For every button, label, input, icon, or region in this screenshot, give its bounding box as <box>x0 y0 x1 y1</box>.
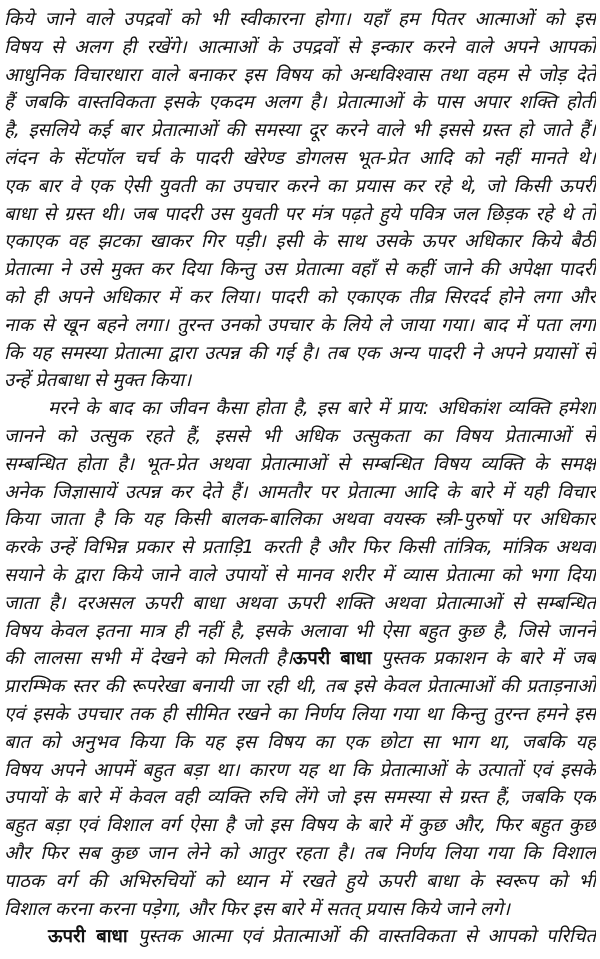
text-line <box>4 729 596 757</box>
text-segment: कि यह समस्या प्रेतात्मा द्वारा उत्पन्न की गई है। तब एक अन्य पादरी ने अपने प्रयासों से <box>4 342 596 364</box>
text-line <box>4 673 596 701</box>
text-segment: उपायों के बारे में केवल वही व्यक्ति रुचि लेंगे जो इस समस्या से ग्रस्त हैं, जबकि एक <box>4 787 596 809</box>
text-line <box>4 451 596 479</box>
text-line <box>4 701 596 729</box>
text-segment: अनेक जिज्ञासायें उत्पन्न कर देते हैं। आमतौर पर प्रेतात्मा आदि के बारे में यही विचार <box>4 481 596 503</box>
text-line <box>4 923 596 951</box>
text-line <box>4 367 596 395</box>
bold-book-title: ऊपरी बाधा <box>48 926 128 948</box>
text-segment: करके उन्हें विभिन्न प्रकार से प्रताड़ि1 करती है और फिर किसी तांत्रिक, मांत्रिक अथवा <box>4 537 596 559</box>
text-line <box>4 896 596 924</box>
text-segment: सयाने के द्वारा किये जाने वाले उपायों से मानव शरीर में व्यास प्रेतात्मा को भगा दिया <box>4 564 596 586</box>
text-line <box>4 117 596 145</box>
text-segment: आधुनिक विचारधारा वाले बनाकर इस विषय को अन्धविश्वास तथा वहम से जोड़ देते <box>4 64 596 86</box>
text-segment: किये जाने वाले उपद्रवों को भी स्वीकारना होगा। यहाँ हम पितर आत्माओं को इस <box>4 9 596 30</box>
text-line <box>4 506 596 534</box>
text-segment: विषय अपने आपमें बहुत बड़ा था। कारण यह था कि प्रेतात्माओं के उत्पातों एवं इसके <box>4 759 596 781</box>
text-line <box>4 590 596 618</box>
text-segment: एवं इसके उपचार तक ही सीमित रखने का निर्णय लिया गया था किन्तु तुरन्त हमने इस <box>4 703 596 725</box>
text-segment: उन्हें प्रेतबाधा से मुक्त किया। <box>4 370 192 392</box>
text-line <box>4 423 596 451</box>
text-line <box>4 228 596 256</box>
text-segment: विषय से अलग ही रखेंगे। आत्माओं के उपद्रवों से इन्कार करने वाले अपने आपको <box>4 36 596 58</box>
text-segment: एकाएक वह झटका खाकर गिर पड़ी। इसी के साथ उसके ऊपर अधिकार किये बैठी <box>4 231 596 253</box>
text-segment: बहुत बड़ा एवं विशाल वर्ग ऐसा है जो इस विषय के बारे में कुछ और, फिर बहुत कुछ <box>4 815 596 837</box>
text-line <box>4 284 596 312</box>
text-segment: मरने के बाद का जीवन कैसा होता है, इस बारे में प्राय: अधिकांश व्यक्ति हमेशा <box>48 398 596 420</box>
text-segment: जाता है। दरअसल ऊपरी बाधा अथवा ऊपरी शक्ति अथवा प्रेतात्माओं से सम्बन्धित <box>4 592 596 614</box>
text-line <box>4 173 596 201</box>
text-line <box>4 562 596 590</box>
text-line <box>4 840 596 868</box>
text-segment: पाठक वर्ग की अभिरुचियों को ध्यान में रखते हुये ऊपरी बाधा के स्वरूप को भी <box>4 870 596 892</box>
text-line <box>4 89 596 117</box>
text-line <box>4 757 596 785</box>
text-segment: लंदन के सेंटपॉल चर्च के पादरी खेरेण्ड डोगलस भूत-प्रेत आदि को नहीं मानते थे। <box>4 147 596 169</box>
text-segment: है, इसलिये कई बार प्रेतात्माओं की समस्या दूर करने वाले भी इससे ग्रस्त हो जाते हैं। <box>4 120 596 142</box>
text-line <box>4 312 596 340</box>
text-segment: की लालसा सभी में देखने को मिलती है। <box>4 648 293 670</box>
text-line <box>4 34 596 62</box>
text-segment: बाधा से ग्रस्त थी। जब पादरी उस युवती पर मंत्र पढ़ते हुये पवित्र जल छिड़क रहे थे तो <box>4 203 596 225</box>
text-line <box>4 62 596 90</box>
text-line <box>4 479 596 507</box>
text-segment: और फिर सब कुछ जान लेने को आतुर रहता है। तब निर्णय लिया गया कि विशाल <box>4 842 596 864</box>
text-segment: विषय केवल इतना मात्र ही नहीं है, इसके अलावा भी ऐसा बहुत कुछ है, जिसे जानने <box>4 620 596 642</box>
text-segment: बात को अनुभव किया कि यह इस विषय का एक छोटा सा भाग था, जबकि यह <box>4 731 596 753</box>
text-segment: को ही अपने अधिकार में कर लिया। पादरी को एकाएक तीव्र सिरदर्द होने लगा और <box>4 286 596 308</box>
text-segment: नाक से खून बहने लगा। तुरन्त उनको उपचार के लिये ले जाया गया। बाद में पता लगा <box>4 314 596 336</box>
text-line <box>4 645 596 673</box>
text-segment: पुस्तक आत्मा एवं प्रेतात्माओं की वास्तविकता से आपको परिचित <box>127 926 596 948</box>
text-line <box>4 145 596 173</box>
text-segment: जानने को उत्सुक रहते हैं, इससे भी अधिक उत्सुकता का विषय प्रेतात्माओं से <box>4 425 596 447</box>
text-line <box>4 256 596 284</box>
text-line <box>4 340 596 368</box>
text-segment: विशाल करना करना पड़ेगा, और फिर इस बारे में सतत् प्रयास किये जाने लगे। <box>4 898 510 920</box>
text-line <box>4 6 596 34</box>
text-segment: सम्बन्धित होता है। भूत-प्रेत अथवा प्रेतात्माओं से सम्बन्धित विषय व्यक्ति के समक्ष <box>4 453 596 475</box>
text-segment: प्रारम्भिक स्तर की रूपरेखा बनायी जा रही थी, तब इसे केवल प्रेतात्माओं की प्रताड़नाओं <box>4 676 596 698</box>
text-line <box>4 868 596 896</box>
text-segment: पुस्तक प्रकाशन के बारे में जब <box>371 648 596 670</box>
text-line <box>4 201 596 229</box>
text-line <box>4 784 596 812</box>
text-line <box>4 812 596 840</box>
text-segment: किया जाता है कि यह किसी बालक-बालिका अथवा वयस्क स्त्री-पुरुषों पर अधिकार <box>4 509 596 531</box>
text-segment: एक बार वे एक ऐसी युवती का उपचार करने का प्रयास कर रहे थे, जो किसी ऊपरी <box>4 175 596 197</box>
text-line <box>4 534 596 562</box>
text-line <box>4 395 596 423</box>
text-segment: हैं जबकि वास्तविकता इसके एकदम अलग है। प्रेतात्माओं के पास अपार शक्ति होती <box>4 92 596 114</box>
text-line <box>4 618 596 646</box>
bold-book-title: ऊपरी बाधा <box>292 648 372 670</box>
text-segment: प्रेतात्मा ने उसे मुक्त कर दिया किन्तु उस प्रेतात्मा वहाँ से कहीं जाने की अपेक्षा पादरी <box>4 259 596 281</box>
